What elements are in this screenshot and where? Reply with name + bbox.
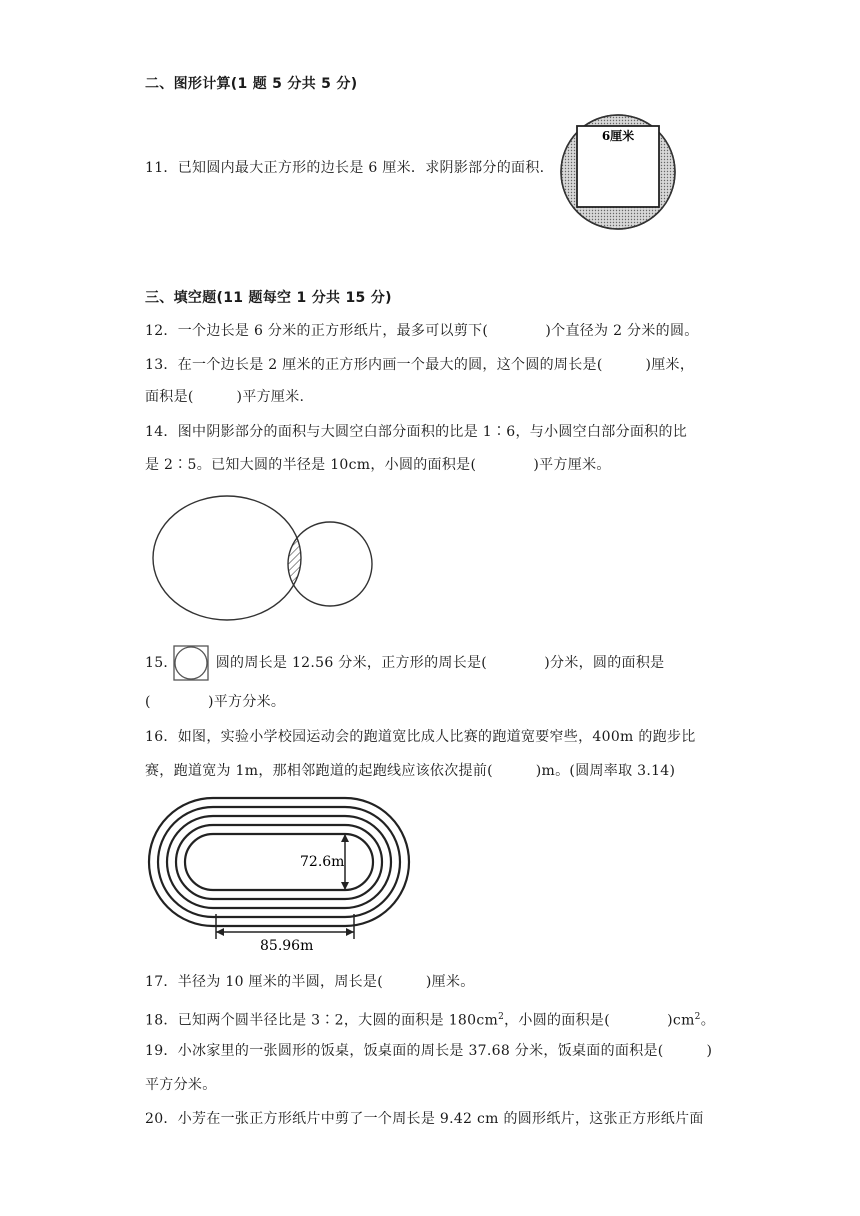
width-label: 72.6m bbox=[300, 854, 345, 870]
question-16-line-1: 16．如图，实验小学校园运动会的跑道宽比成人比赛的跑道宽要窄些，400m 的跑步比 bbox=[145, 729, 696, 745]
q18-text-c: 。 bbox=[700, 1012, 715, 1029]
q16-running-track-figure bbox=[146, 796, 414, 954]
question-14-line-1: 14．图中阴影部分的面积与大圆空白部分面积的比是 1∶6，与小圆空白部分面积的比 bbox=[145, 424, 688, 440]
question-18-text bbox=[145, 1007, 715, 1031]
question-19-line-2: 平方分米。 bbox=[145, 1077, 217, 1093]
q14-two-circles-figure bbox=[148, 492, 378, 627]
length-arrow-left bbox=[216, 928, 224, 936]
section-2-title: 二、图形计算(1 题 5 分共 5 分) bbox=[145, 76, 358, 92]
question-11-text: 11．已知圆内最大正方形的边长是 6 厘米．求阴影部分的面积. bbox=[145, 160, 545, 176]
track-lane-3 bbox=[167, 816, 391, 908]
section-3-title: 三、填空题(11 题每空 1 分共 15 分) bbox=[145, 290, 392, 306]
question-17-text: 17．半径为 10 厘米的半圆，周长是( )厘米。 bbox=[145, 974, 475, 990]
question-12-text: 12．一个边长是 6 分米的正方形纸片，最多可以剪下( )个直径为 2 分米的圆。 bbox=[145, 323, 699, 339]
q11-circle-square-figure bbox=[558, 113, 680, 233]
question-14-line-2: 是 2∶5。已知大圆的半径是 10cm，小圆的面积是( )平方厘米。 bbox=[145, 457, 611, 473]
question-15-number: 15． bbox=[145, 655, 178, 671]
large-circle bbox=[153, 496, 301, 620]
question-20-line-1: 20．小芳在一张正方形纸片中剪了一个周长是 9.42 cm 的圆形纸片，这张正方形纸片面 bbox=[145, 1111, 704, 1127]
question-13-line-1: 13．在一个边长是 2 厘米的正方形内画一个最大的圆，这个圆的周长是( )厘米， bbox=[145, 357, 695, 373]
track-lane-4 bbox=[176, 825, 382, 899]
q15-circle bbox=[175, 647, 207, 679]
q11-figure-label: 6厘米 bbox=[601, 129, 635, 143]
q15-square bbox=[174, 646, 208, 680]
question-15-text: 圆的周长是 12.56 分米，正方形的周长是( )分米，圆的面积是 bbox=[215, 655, 665, 671]
track-lane-2 bbox=[158, 807, 400, 917]
q18-text-b: ，小圆的面积是( )cm bbox=[504, 1012, 695, 1029]
track-lane-1 bbox=[149, 798, 409, 926]
question-15-line-1 bbox=[145, 653, 664, 673]
length-arrow-right bbox=[346, 928, 354, 936]
question-13-line-2: 面积是( )平方厘米. bbox=[145, 389, 305, 405]
question-19-line-1: 19．小冰家里的一张圆形的饭桌，饭桌面的周长是 37.68 分米，饭桌面的面积是( ) bbox=[145, 1043, 713, 1059]
q18-sup-a: 2 bbox=[498, 1012, 505, 1022]
q15-circle-in-square-figure bbox=[173, 645, 209, 681]
question-16-line-2: 赛，跑道宽为 1m，那相邻跑道的起跑线应该依次提前( )m。(圆周率取 3.14) bbox=[145, 763, 676, 779]
q18-sup-b: 2 bbox=[694, 1012, 701, 1022]
q18-text-a: 18．已知两个圆半径比是 3∶2，大圆的面积是 180cm bbox=[145, 1012, 499, 1029]
length-label: 85.96m bbox=[260, 938, 314, 954]
question-15-line-2: ( )平方分米。 bbox=[145, 694, 286, 710]
